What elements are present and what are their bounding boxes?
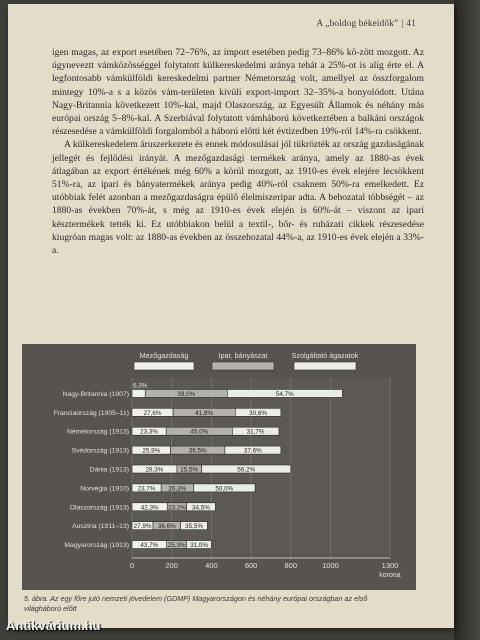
- bar-segment: [132, 389, 145, 397]
- data-label: 36,5%: [188, 447, 207, 455]
- data-label: 6,3%: [133, 382, 148, 390]
- data-label: 41,8%: [195, 409, 214, 417]
- data-label: 43,7%: [140, 542, 159, 550]
- country-label: Nagy-Britannia (1907): [62, 390, 129, 398]
- data-label: 50,0%: [215, 485, 234, 493]
- caption-text: Az egy főre jutó nemzeti jövedelem (GDMP) Magyarországon és néhány európai országban az első világháború előtt: [24, 594, 368, 613]
- legend-label: Szolgáltató ágazatok: [291, 351, 359, 360]
- data-label: 27,6%: [143, 409, 162, 417]
- data-label: 39,0%: [177, 390, 196, 398]
- book-edge: [454, 0, 480, 640]
- x-tick-label: 600: [244, 561, 258, 570]
- running-head: [316, 18, 416, 28]
- x-tick-label: 400: [205, 561, 218, 570]
- data-label: 31,7%: [246, 428, 265, 436]
- country-label: Németország (1913): [67, 428, 129, 436]
- watermark-logo: Antikvárium.hu: [6, 618, 101, 633]
- data-label: 37,6%: [243, 447, 262, 455]
- legend-swatch: [294, 362, 356, 370]
- data-label: 54,7%: [275, 390, 294, 398]
- country-label: Dánia (1913): [89, 466, 129, 474]
- country-label: Olaszország (1913): [69, 504, 129, 512]
- x-tick-label: 1000: [322, 561, 339, 570]
- data-label: 25,9%: [142, 447, 161, 455]
- running-head-separator: |: [401, 18, 404, 28]
- data-label: 25,3%: [167, 542, 186, 550]
- data-label: 23,2%: [167, 504, 186, 512]
- data-label: 42,3%: [140, 504, 159, 512]
- gdp-stacked-bar-chart: [22, 344, 416, 590]
- page-number: 41: [406, 18, 416, 28]
- country-label: Franciaország (1905–11): [53, 409, 129, 417]
- data-label: 35,5%: [185, 523, 203, 531]
- data-label: 23,7%: [137, 485, 156, 493]
- data-label: 26,3%: [168, 485, 187, 493]
- country-label: Norvégia (1910): [80, 485, 129, 493]
- data-label: 30,6%: [249, 409, 268, 417]
- body-text: [52, 46, 424, 257]
- legend-label: Mezőgazdaság: [139, 351, 189, 360]
- x-axis-unit: korona: [379, 572, 401, 579]
- x-tick-label: 1300: [381, 561, 399, 570]
- data-label: 28,3%: [145, 466, 164, 474]
- paragraph: A külkereskedelem áruszerkezete és ennek módosulásai jól tükrözték az ország gazdaságának jellegét és fejlődési irányát. A mezőgazdasági termékek aránya, amely az 1880-as évek átlagában az export értékének még 60% a körül mozgott, az 1910-es évek elejére lecsökkent 51%-ra, az ipari és bányatermékek aránya pedig 40%-ról csaknem 50%-ra emelkedett. Ez utóbbiak felét azonban a mezőgazdaságra épülő élelmiszeripar adta. A behozatal többségét – az 1880-as években 70%-át, s még az 1910-es évek elején is 60%-át – viszont az ipari késztermékek tették ki. Ez utóbbiakon belül a textil-, bőr- és ruházati cikkek részesedése kiugróan magas volt: az 1880-as években az összehozatal 44%-a, az 1910-es évek elején a 33%-a.: [52, 139, 424, 257]
- caption-number: 5. ábra.: [24, 594, 49, 603]
- data-label: 56,2%: [237, 466, 256, 474]
- data-label: 45,0%: [190, 428, 209, 436]
- country-label: Ausztria (1911–13): [72, 523, 129, 531]
- x-tick-label: 800: [284, 561, 298, 570]
- country-label: Svédország (1913): [71, 447, 129, 455]
- legend-label: Ipar, bányászat: [218, 351, 268, 360]
- book-page: [8, 4, 454, 628]
- x-tick-label: 200: [165, 561, 178, 570]
- legend-swatch: [134, 362, 194, 370]
- x-tick-label: 0: [129, 561, 135, 570]
- legend-swatch: [212, 362, 274, 370]
- figure-caption: [24, 594, 404, 614]
- paragraph: igen magas, az export esetében 72–76%, az import esetében pedig 73–86% kö-zött mozgott. Az úgyneveztt vámközösséggel folytatott külkereskedelmi aránya tehát a 25%-ot is alig érte el. A legfontosabb vámkülföldi kereskedelmi partner Németország volt, amellyel az összforgalom mintegy 10%-a s a közös vám-területen kívüli export-import 32–35%-a bonyolódott. Utána Nagy-Britannia következett 10%-kal, majd Olaszország, az Egyesült Államok és néhány más európai ország 5–8%-kal. A Szerbiával folytatott vámháború következtében a balkáni országok részesedése a vámkülföldi forgalomból a háború előtti két évtizedben 19%-ról 14%-ra csökkent.: [52, 47, 424, 138]
- chart-canvas: [22, 344, 416, 590]
- data-label: 15,5%: [180, 466, 199, 474]
- country-label: Magyarország (1913): [64, 542, 129, 550]
- data-label: 36,6%: [157, 523, 176, 531]
- running-title: A „boldog békeidők”: [316, 18, 399, 28]
- data-label: 34,5%: [192, 504, 210, 512]
- data-label: 31,0%: [190, 542, 209, 550]
- data-label: 23,3%: [140, 428, 159, 436]
- data-label: 27,9%: [133, 523, 152, 531]
